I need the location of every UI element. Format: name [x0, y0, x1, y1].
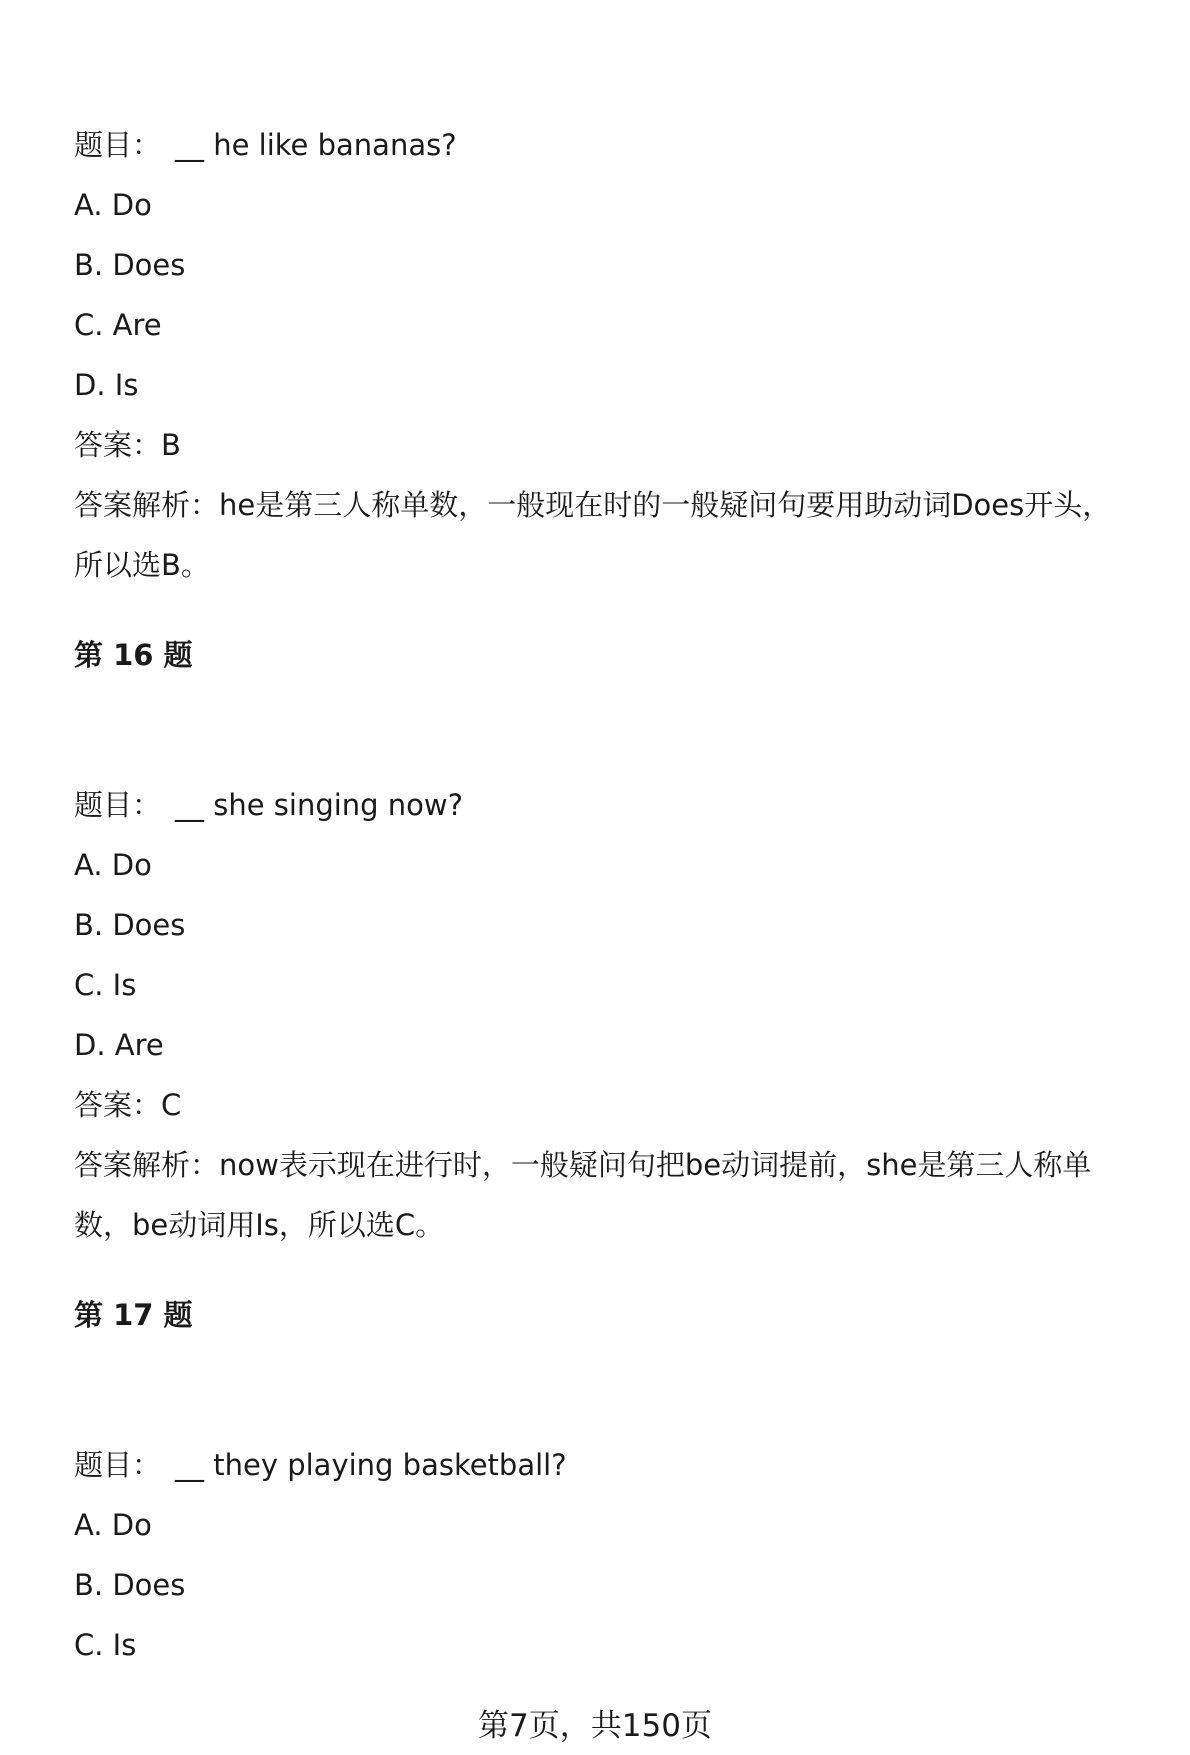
question-line — [74, 125, 1130, 165]
option-b: B. Does — [74, 248, 186, 282]
page-number: 第7页，共150页 — [478, 1708, 712, 1744]
option-d: D. Are — [74, 1028, 164, 1062]
option-b: B. Does — [74, 908, 186, 942]
question-text: __ they playing basketball? — [175, 1448, 567, 1482]
question-line — [74, 1445, 1130, 1485]
question-label: 题目： — [74, 128, 162, 162]
question-heading: 第 17 题 — [74, 1298, 193, 1332]
option-a: A. Do — [74, 188, 152, 222]
option-c: C. Is — [74, 1628, 137, 1662]
question-label: 题目： — [74, 788, 162, 822]
option-d: D. Is — [74, 368, 139, 402]
option-c: C. Are — [74, 308, 162, 342]
question-line — [74, 785, 1130, 825]
answer: 答案：C — [74, 1088, 182, 1122]
question-label: 题目： — [74, 1448, 162, 1482]
option-b: B. Does — [74, 1568, 186, 1602]
question-heading: 第 16 题 — [74, 638, 193, 672]
option-c: C. Is — [74, 968, 137, 1002]
answer-explanation: 答案解析：now表示现在进行时，一般疑问句把be动词提前，she是第三人称单数，be动词用Is，所以选C。 — [74, 1148, 1092, 1242]
option-a: A. Do — [74, 1508, 152, 1542]
option-a: A. Do — [74, 848, 152, 882]
question-text: __ she singing now? — [175, 788, 464, 822]
question-text: __ he like bananas? — [175, 128, 457, 162]
answer: 答案：B — [74, 428, 181, 462]
answer-explanation: 答案解析：he是第三人称单数，一般现在时的一般疑问句要用助动词Does开头，所以选B。 — [74, 488, 1112, 582]
